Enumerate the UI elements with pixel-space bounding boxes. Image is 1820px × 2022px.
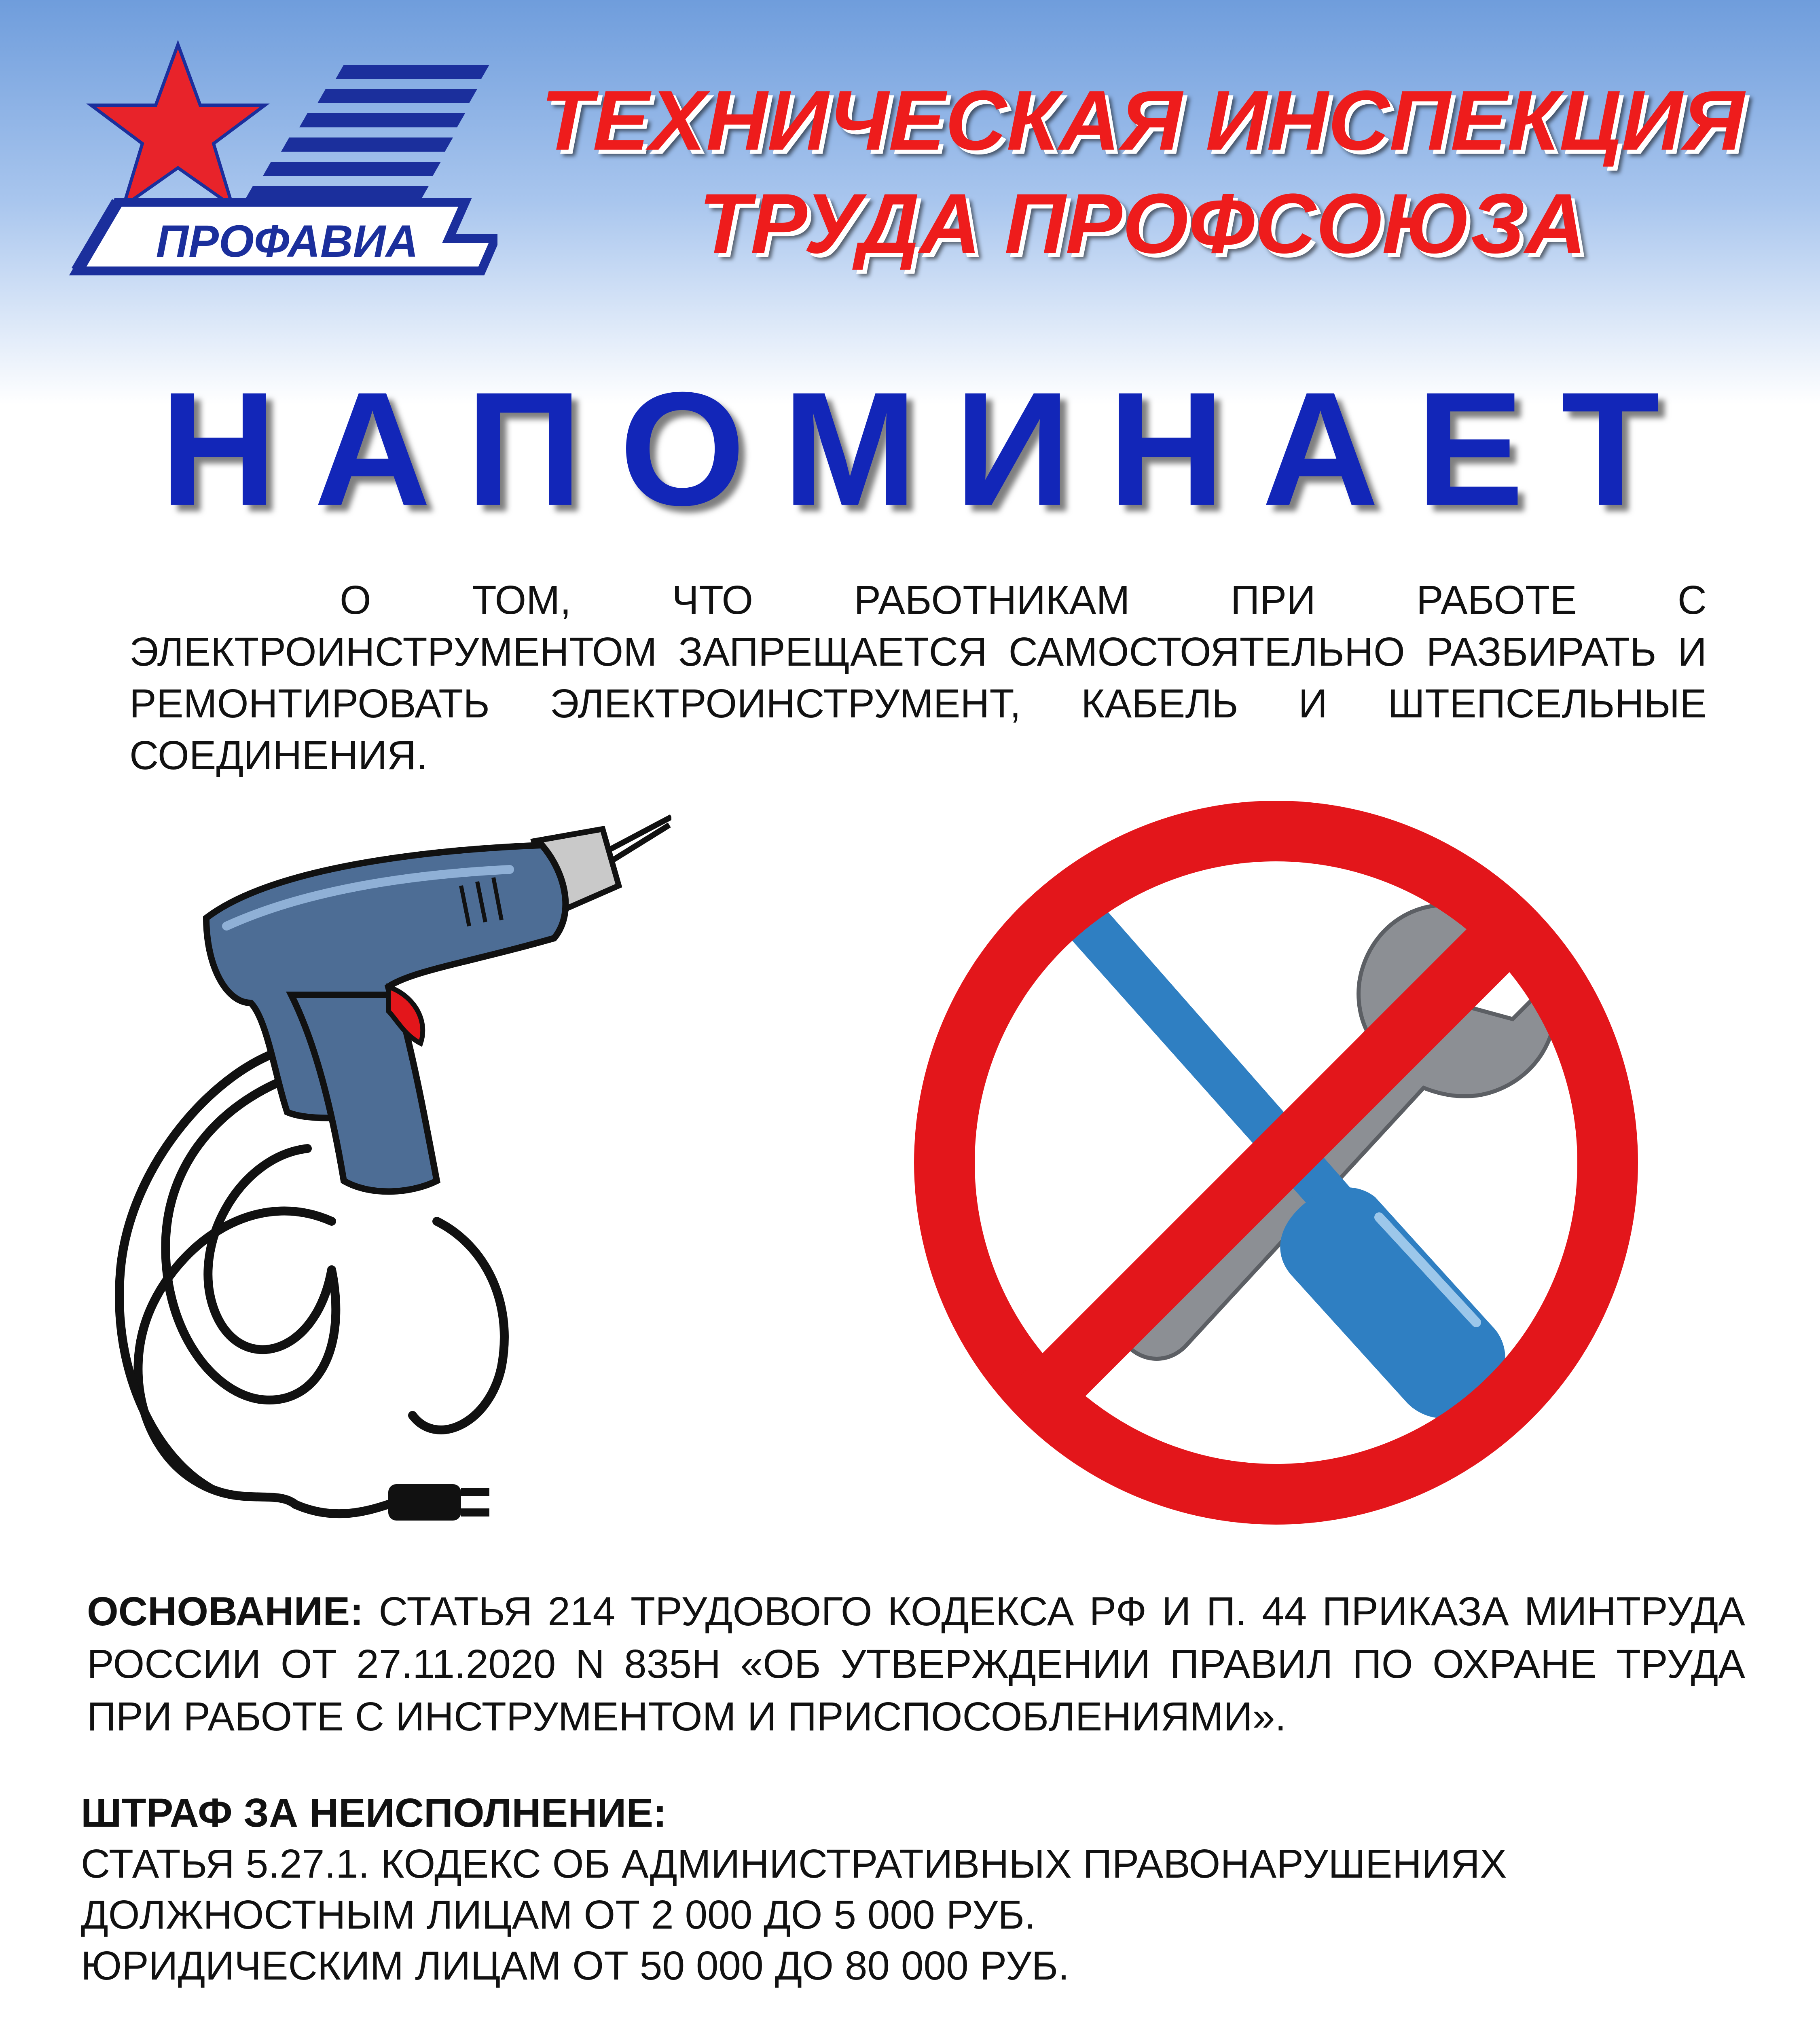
basis-label: ОСНОВАНИЕ: [87, 1589, 364, 1634]
no-tools-prohibition-icon [902, 789, 1650, 1537]
intro-text: О ТОМ, ЧТО РАБОТНИКАМ ПРИ РАБОТЕ С ЭЛЕКТРОИНСТРУМЕНТОМ ЗАПРЕЩАЕТСЯ САМОСТОЯТЕЛЬНО РАЗБИРАТЬ И РЕМОНТИРОВАТЬ ЭЛЕКТРОИНСТРУМЕНТ, КАБЕЛЬ И ШТЕПСЕЛЬНЫЕ СОЕДИНЕНИЯ. [129, 577, 1707, 778]
profavia-logo [61, 28, 497, 279]
headline: НАПОМИНАЕТ [160, 358, 1697, 539]
header-title-line-1: ТЕХНИЧЕСКАЯ ИНСПЕКЦИЯ [541, 73, 1744, 168]
fine-line-1: СТАТЬЯ 5.27.1. КОДЕКС ОБ АДМИНИСТРАТИВНЫХ ПРАВОНАРУШЕНИЯХ [81, 1841, 1507, 1887]
basis-text: СТАТЬЯ 214 ТРУДОВОГО КОДЕКСА РФ И П. 44 ПРИКАЗА МИНТРУДА РОССИИ ОТ 27.11.2020 N 835Н «ОБ УТВЕРЖДЕНИИ ПРАВИЛ ПО ОХРАНЕ ТРУДА ПРИ РАБОТЕ С ИНСТРУМЕНТОМ И ПРИСПОСОБЛЕНИЯМИ». [87, 1589, 1745, 1739]
fine-line-2: ДОЛЖНОСТНЫМ ЛИЦАМ ОТ 2 000 ДО 5 000 РУБ. [81, 1892, 1036, 1937]
electric-drill-icon [105, 793, 671, 1549]
fine-section [81, 1787, 1780, 1991]
fine-heading: ШТРАФ ЗА НЕИСПОЛНЕНИЕ: [81, 1790, 667, 1836]
header-title-line-2: ТРУДА ПРОФСОЮЗА [698, 176, 1587, 271]
logo-text: ПРОФАВИА [156, 216, 419, 266]
header-title [506, 69, 1780, 275]
fine-line-3: ЮРИДИЧЕСКИМ ЛИЦАМ ОТ 50 000 ДО 80 000 РУБ. [81, 1943, 1069, 1988]
basis-paragraph [87, 1585, 1745, 1743]
red-star-icon [91, 44, 265, 206]
